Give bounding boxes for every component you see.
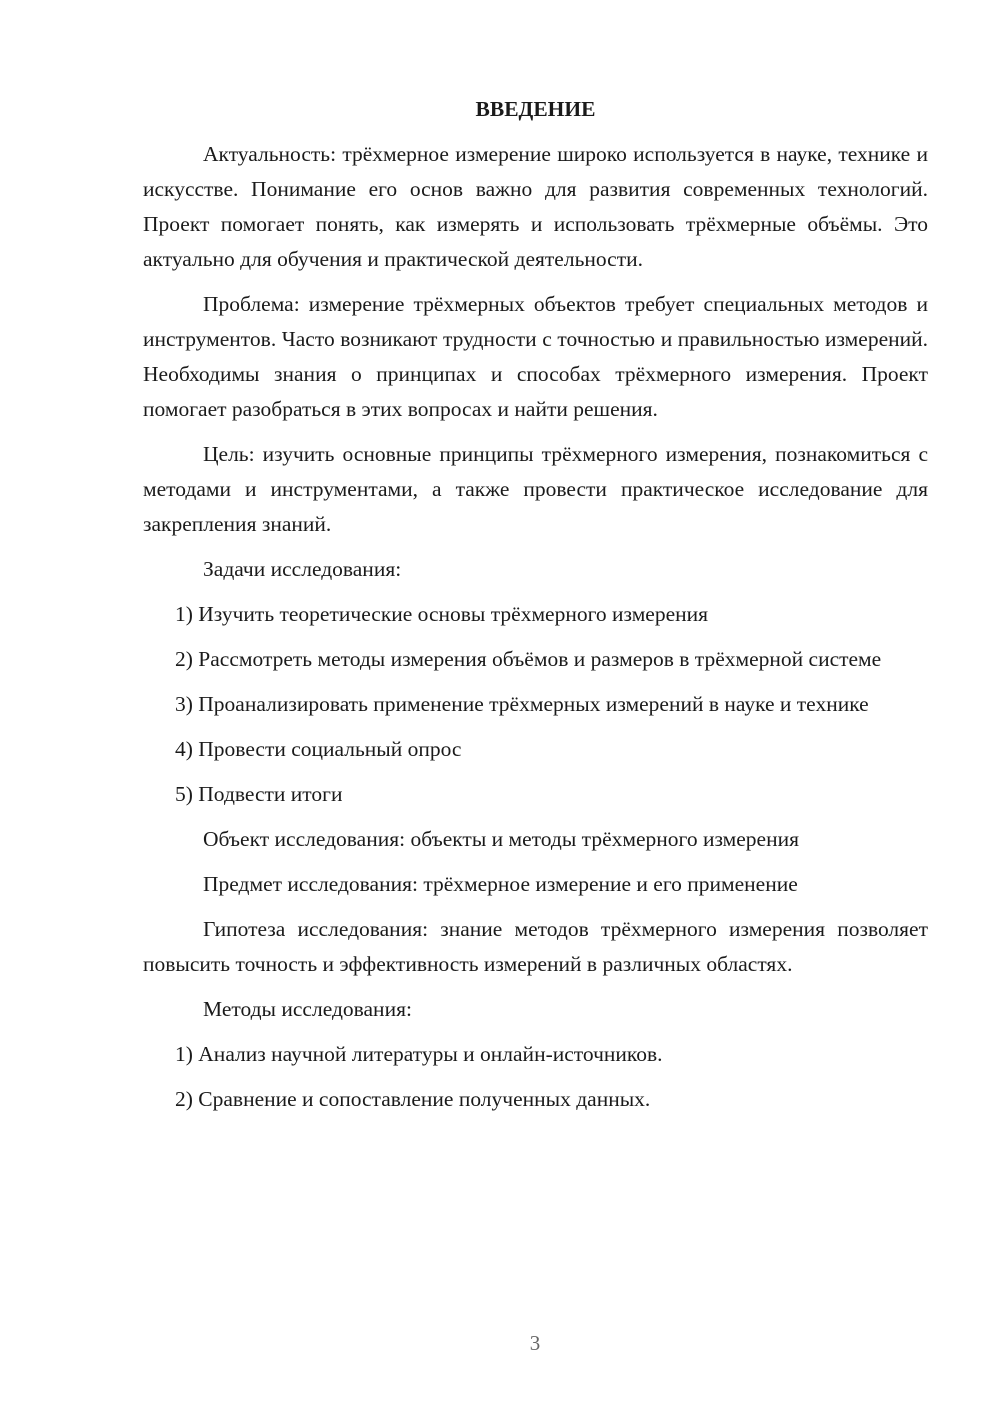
section-title: ВВЕДЕНИЕ xyxy=(475,97,596,121)
task-item: 3) Проанализировать применение трёхмерных измерений в науке и технике xyxy=(175,692,869,716)
subject-paragraph: Предмет исследования: трёхмерное измерение и его применение xyxy=(203,872,798,896)
task-item: 4) Провести социальный опрос xyxy=(175,737,462,761)
task-item: 1) Изучить теоретические основы трёхмерного измерения xyxy=(175,602,709,626)
problem-paragraph: Проблема: измерение трёхмерных объектов требует специальных методов и инструментов. Часто возникают трудности с точностью и правильностью измерений. Необходимы знания о принципах и способах трёхмерного измерения. Проект помогает разобраться в этих вопросах и найти решения. xyxy=(143,292,928,421)
method-item: 2) Сравнение и сопоставление полученных данных. xyxy=(175,1087,651,1111)
method-item: 1) Анализ научной литературы и онлайн-источников. xyxy=(175,1042,663,1066)
page-number: 3 xyxy=(529,1331,541,1355)
tasks-heading: Задачи исследования: xyxy=(203,557,402,581)
hypothesis-paragraph: Гипотеза исследования: знание методов трёхмерного измерения позволяет повысить точность и эффективность измерений в различных областях. xyxy=(143,917,928,976)
task-item: 5) Подвести итоги xyxy=(175,782,343,806)
goal-paragraph: Цель: изучить основные принципы трёхмерного измерения, познакомиться с методами и инструментами, а также провести практическое исследование для закрепления знаний. xyxy=(143,442,928,536)
document-page xyxy=(143,92,928,1127)
relevance-paragraph: Актуальность: трёхмерное измерение широко используется в науке, технике и искусстве. Понимание его основ важно для развития современных технологий. Проект помогает понять, как измерять и использовать трёхмерные объёмы. Это актуально для обучения и практической деятельности. xyxy=(143,142,928,271)
object-paragraph: Объект исследования: объекты и методы трёхмерного измерения xyxy=(203,827,799,851)
methods-heading: Методы исследования: xyxy=(203,997,412,1021)
task-item: 2) Рассмотреть методы измерения объёмов и размеров в трёхмерной системе xyxy=(175,647,882,671)
